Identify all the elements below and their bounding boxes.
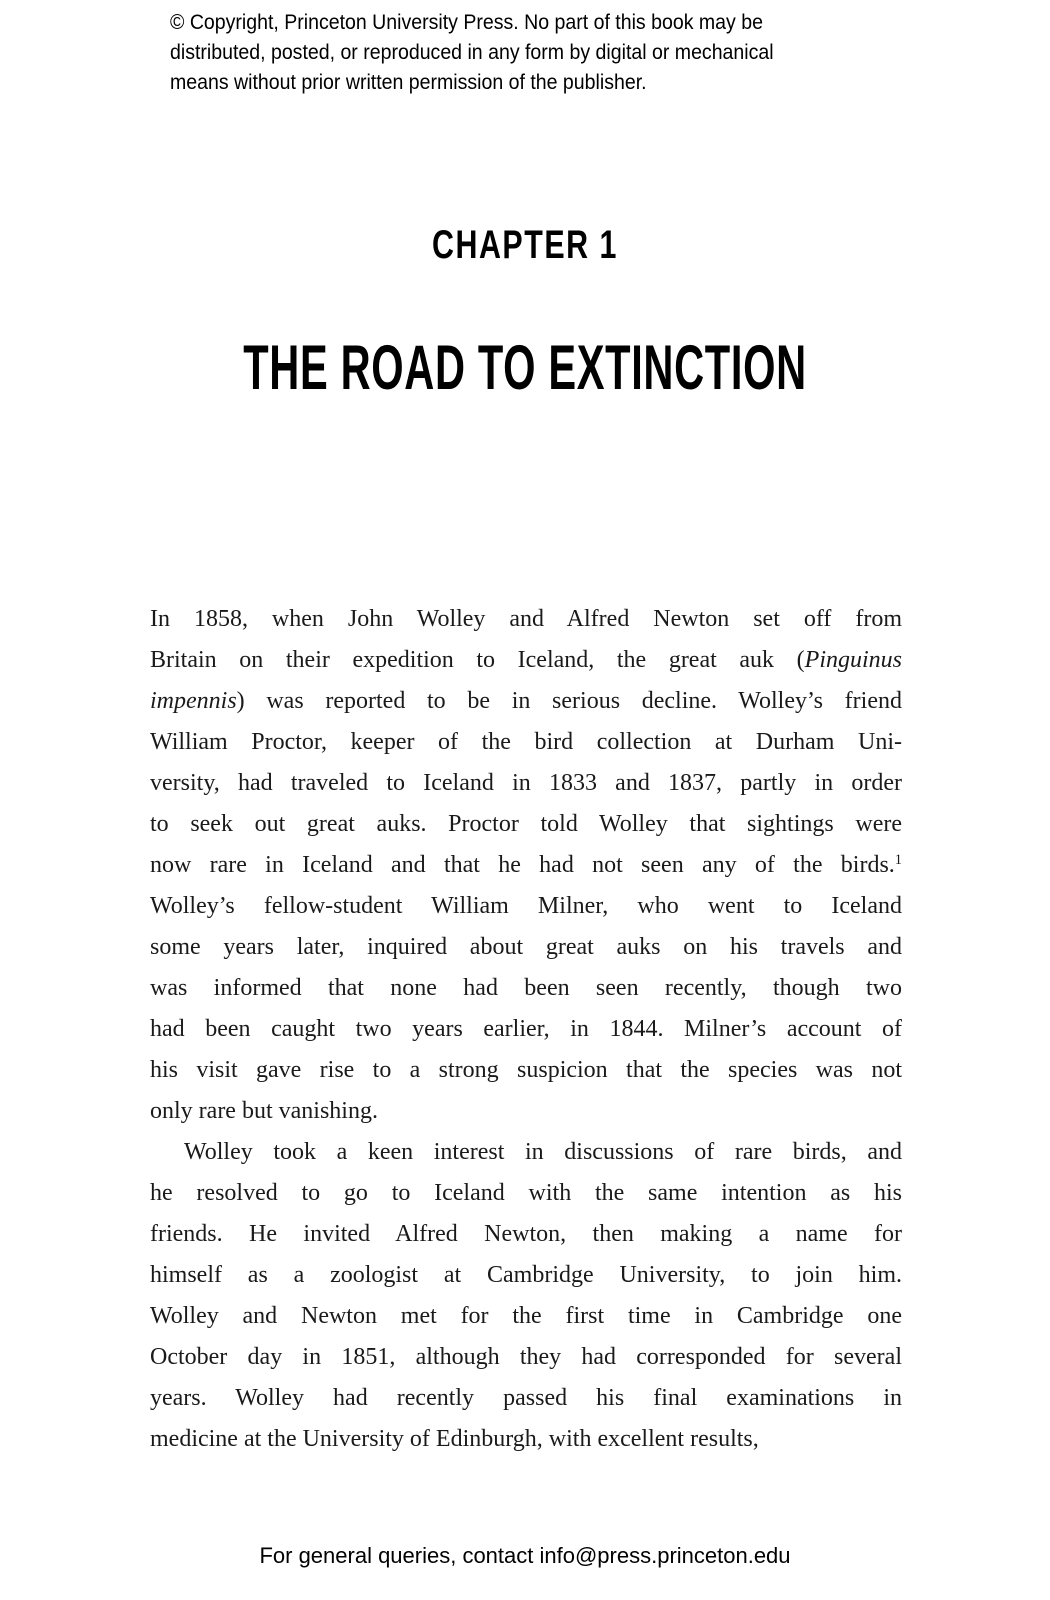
text-line: his visit gave rise to a strong suspicion that the species was not (150, 1057, 902, 1083)
text-line: October day in 1851, although they had corresponded for several (150, 1344, 902, 1370)
copyright-notice (170, 8, 858, 98)
text-line: himself as a zoologist at Cambridge University, to join him. (150, 1262, 902, 1288)
paragraph (150, 599, 902, 1132)
text-line: some years later, inquired about great auks on his travels and (150, 934, 902, 960)
text-line: years. Wolley had recently passed his final examinations in (150, 1385, 902, 1411)
text-line: Wolley took a keen interest in discussions of rare birds, and (184, 1139, 902, 1165)
text-line: had been caught two years earlier, in 1844. Milner’s account of (150, 1016, 902, 1042)
text-line: friends. He invited Alfred Newton, then making a name for (150, 1221, 902, 1247)
text-line: Britain on their expedition to Iceland, the great auk (Pinguinus (150, 647, 902, 673)
chapter-label: CHAPTER 1 (432, 223, 618, 267)
text-line: impennis) was reported to be in serious decline. Wolley’s friend (150, 688, 902, 714)
text-line: only rare but vanishing. (150, 1098, 378, 1124)
text-line: William Proctor, keeper of the bird collection at Durham Uni- (150, 729, 902, 755)
copyright-line: means without prior written permission of the publisher. (170, 71, 647, 94)
text-line: versity, had traveled to Iceland in 1833 and 1837, partly in order (150, 770, 902, 796)
text-line: was informed that none had been seen recently, though two (150, 975, 902, 1001)
page-title: THE ROAD TO EXTINCTION (243, 333, 807, 403)
text-line: In 1858, when John Wolley and Alfred Newton set off from (150, 606, 902, 632)
body-text (150, 599, 902, 1460)
text-line: Wolley’s fellow-student William Milner, who went to Iceland (150, 893, 902, 919)
text-line: medicine at the University of Edinburgh, with excellent results, (150, 1426, 759, 1452)
text-line: he resolved to go to Iceland with the same intention as his (150, 1180, 902, 1206)
footer-contact: For general queries, contact info@press.princeton.edu (259, 1543, 791, 1568)
text-line: Wolley and Newton met for the first time in Cambridge one (150, 1303, 902, 1329)
paragraph (150, 1132, 902, 1460)
copyright-line: © Copyright, Princeton University Press. No part of this book may be (170, 11, 763, 34)
copyright-line: distributed, posted, or reproduced in any form by digital or mechanical (170, 41, 774, 64)
text-line: to seek out great auks. Proctor told Wolley that sightings were (150, 811, 902, 837)
text-line: now rare in Iceland and that he had not seen any of the birds.$^1$ (150, 852, 902, 878)
